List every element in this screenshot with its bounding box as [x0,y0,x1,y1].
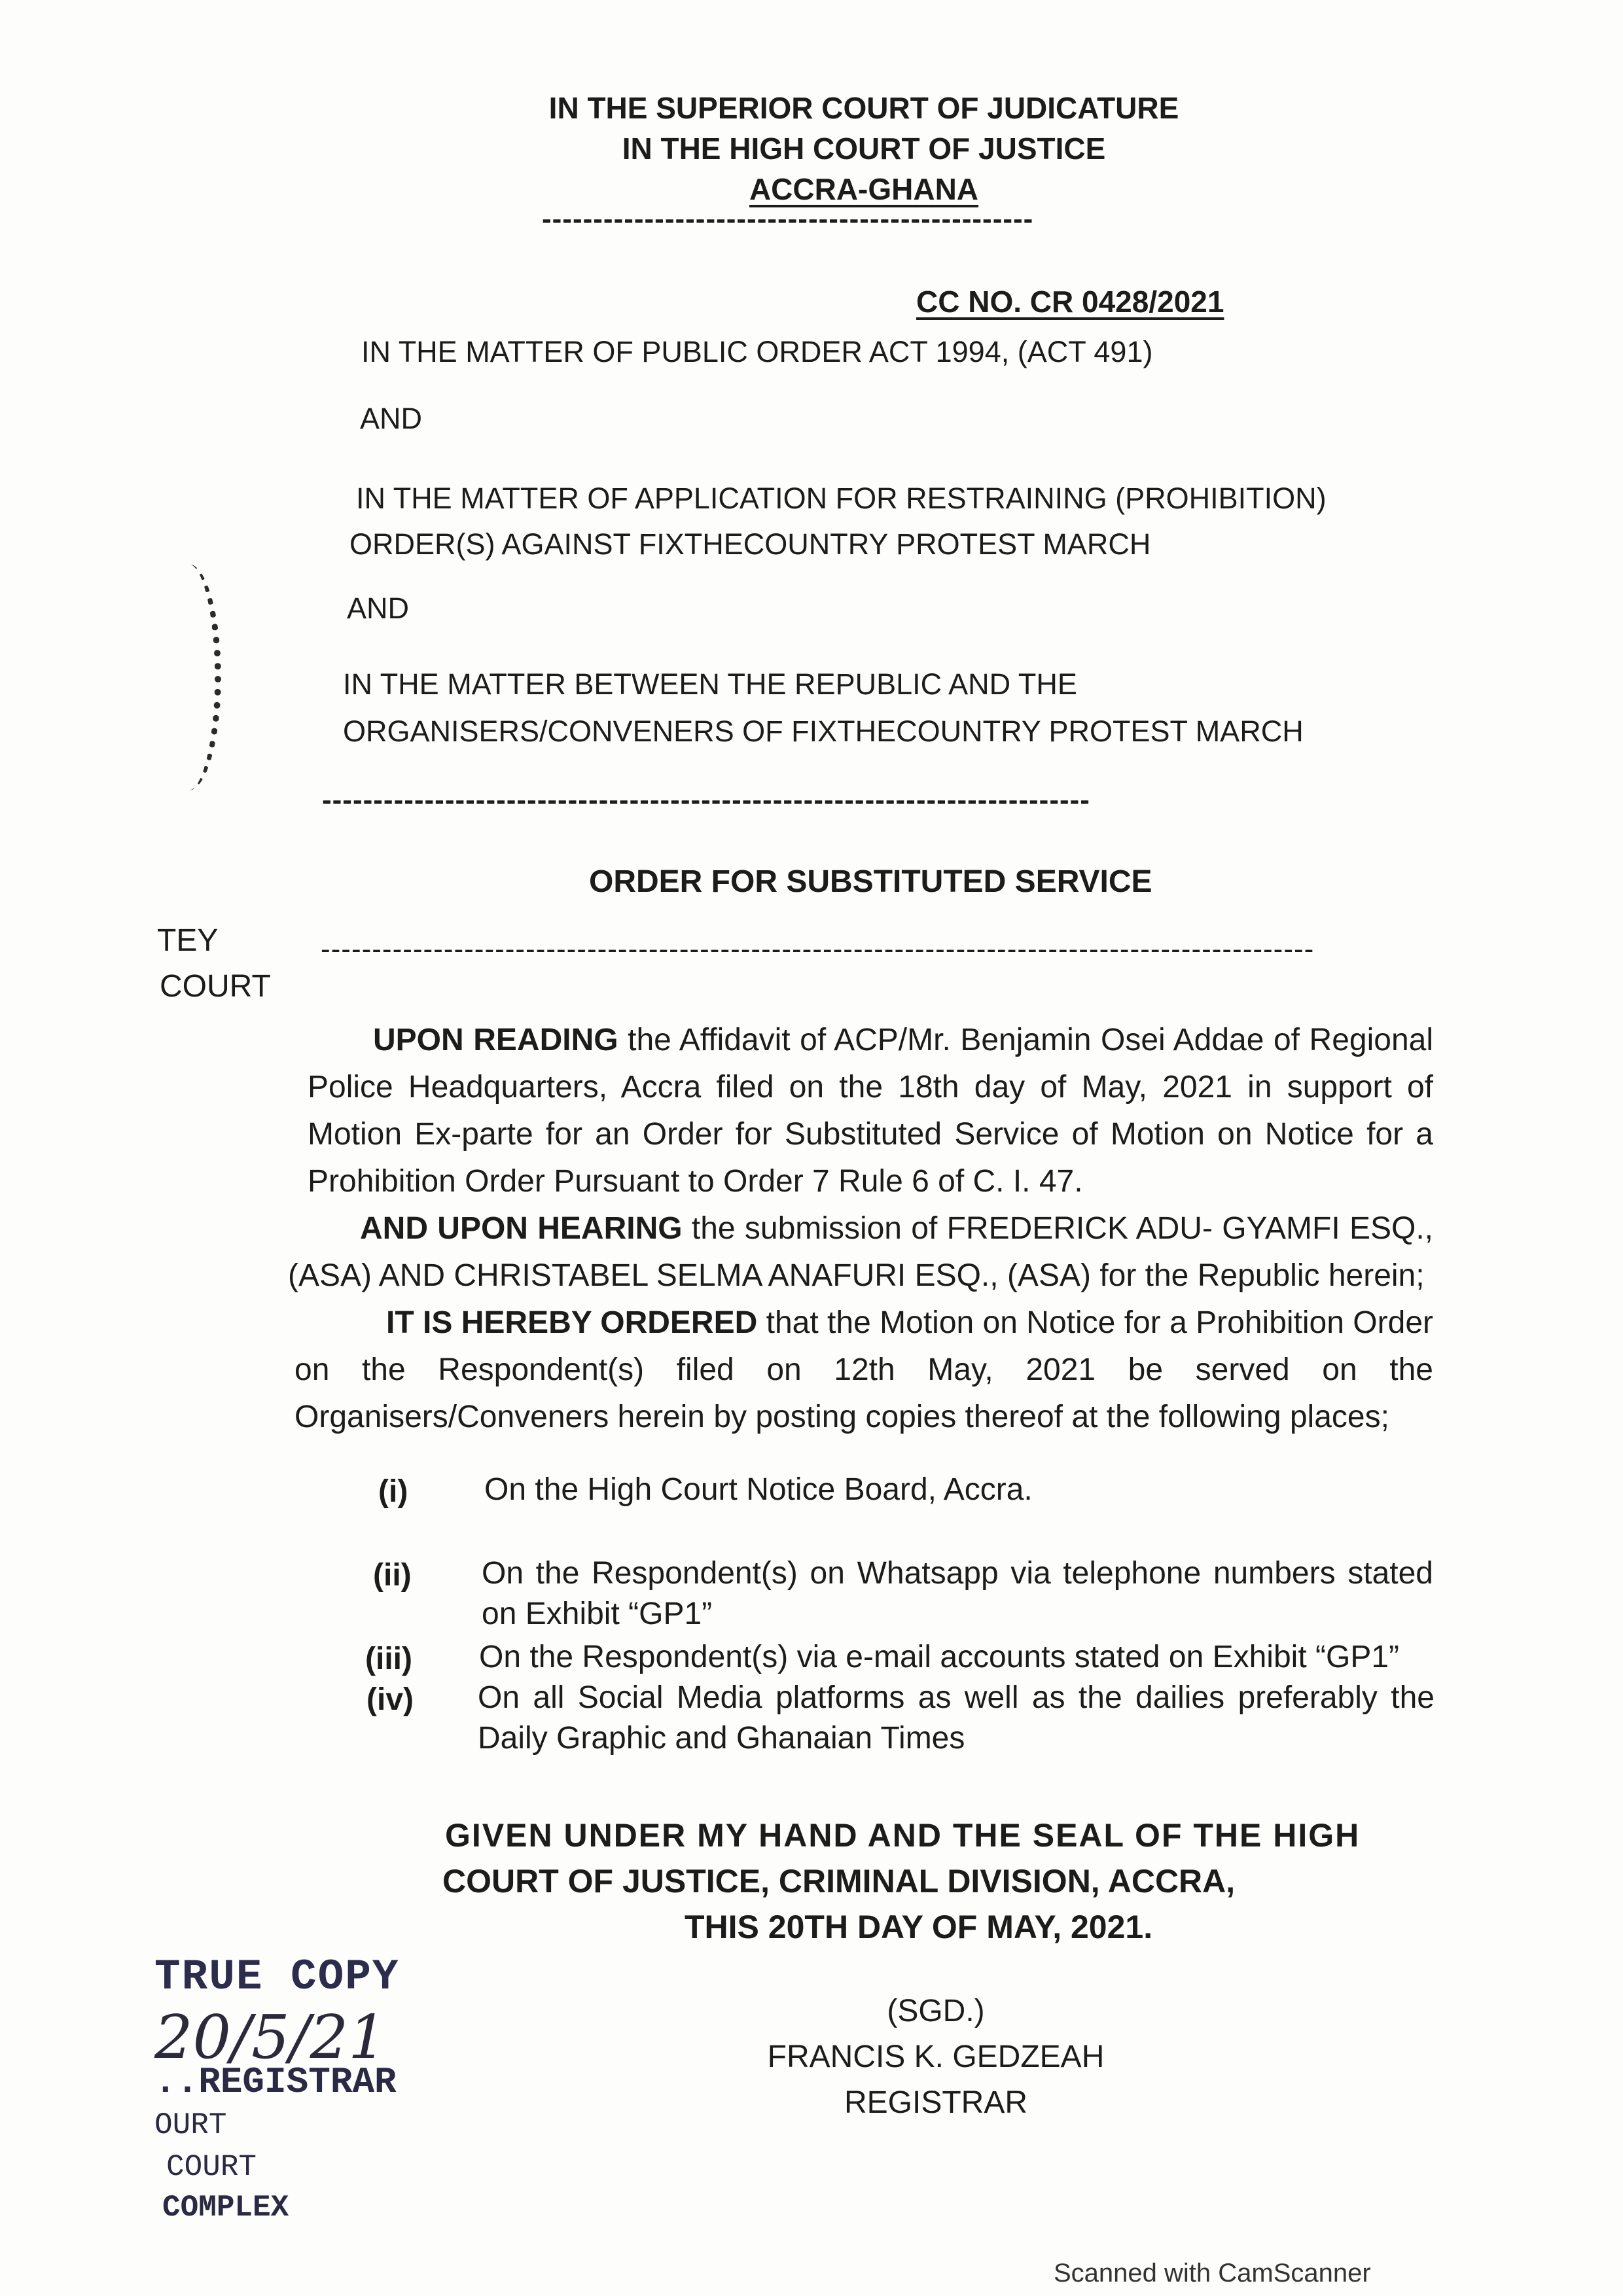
true-copy-stamp: TRUE COPY [154,1952,400,2002]
court-location [0,171,1623,207]
item-text: On the Respondent(s) on Whatsapp via telephone numbers stated on Exhibit “GP1” [482,1556,1433,1631]
paragraph-hereby-ordered-lead: IT IS HEREBY ORDERED [386,1305,758,1340]
item-number: (iv) [366,1682,414,1717]
stamp-court: COURT [166,2150,257,2184]
order-title: ORDER FOR SUBSTITUTED SERVICE [589,864,1152,899]
and-connector-1: AND [360,402,423,435]
given-under-line1: GIVEN UNDER MY HAND AND THE SEAL OF THE HIGH [445,1817,1361,1854]
item-number: (iii) [365,1642,412,1676]
signed-mark: (SGD.) [887,1994,985,2028]
item-text: On the High Court Notice Board, Accra. [484,1472,1033,1507]
scanner-watermark: Scanned with CamScanner [1054,2259,1371,2287]
paragraph-upon-reading-lead: UPON READING [373,1023,618,1057]
paragraph-upon-hearing [288,1205,1433,1299]
margin-text-court: COURT [160,969,271,1004]
stamp-registrar: ..REGISTRAR [154,2061,397,2103]
item-text: On all Social Media platforms as well as the dailies preferably the Daily Graphic and Ghanaian Times [478,1680,1435,1756]
court-title-line1: IN THE SUPERIOR COURT OF JUDICATURE [548,91,1179,125]
registrar-name: FRANCIS K. GEDZEAH [767,2040,1105,2074]
given-under-line2: COURT OF JUSTICE, CRIMINAL DIVISION, ACCRA, [442,1863,1236,1899]
court-title-line2: IN THE HIGH COURT OF JUSTICE [622,132,1106,166]
paragraph-hereby-ordered-text: that the Motion on Notice for a Prohibition Order on the Respondent(s) filed on 12th May, 2021 be served on the Organisers/Conveners herein by posting copies thereof at the following places; [294,1305,1433,1434]
item-number: (ii) [373,1558,412,1593]
order-title-rule: ------------------------------------------------------------------------------------------------- [321,933,1315,965]
handwritten-date: 20/5/21 [154,2002,387,2072]
court-location-text: ACCRA-GHANA [749,172,979,206]
case-number [916,284,1224,319]
paragraph-upon-reading-text: the Affidavit of ACP/Mr. Benjamin Osei Addae of Regional Police Headquarters, Accra filed on the 18th day of May, 2021 in support of Motion Ex-parte for an Order for Substituted Service of Motion on Notice for a Prohibition Order Pursuant to Order 7 Rule 6 of C. I. 47. [308,1023,1434,1199]
matter-application-line1: IN THE MATTER OF APPLICATION FOR RESTRAINING (PROHIBITION) [356,482,1327,515]
case-number-text: CC NO. CR 0428/2021 [916,285,1224,319]
paragraph-upon-hearing-text: the submission of FREDERICK ADU- GYAMFI ESQ., (ASA) AND CHRISTABEL SELMA ANAFURI ESQ., (ASA) for the Republic herein; [288,1211,1433,1293]
matter-parties-line1: IN THE MATTER BETWEEN THE REPUBLIC AND THE [343,667,1077,701]
court-seal-edge [156,564,221,790]
margin-text-tey: TEY [157,923,219,958]
registrar-title: REGISTRAR [844,2085,1028,2120]
matter-public-order-act: IN THE MATTER OF PUBLIC ORDER ACT 1994, (ACT 491) [361,335,1153,368]
item-text: On the Respondent(s) via e-mail accounts stated on Exhibit “GP1” [479,1640,1400,1674]
matters-rule: --------------------------------------------------------------------------- [322,784,1090,816]
given-under-date: THIS 20TH DAY OF MAY, 2021. [685,1909,1153,1945]
stamp-complex: COMPLEX [162,2191,289,2225]
paragraph-upon-hearing-lead: AND UPON HEARING [360,1211,683,1246]
and-connector-2: AND [347,592,410,625]
matter-application-line2: ORDER(S) AGAINST FIXTHECOUNTRY PROTEST MARCH [349,527,1151,561]
paragraph-upon-reading [308,1017,1433,1205]
matter-parties-line2: ORGANISERS/CONVENERS OF FIXTHECOUNTRY PROTEST MARCH [343,715,1304,748]
header-rule: ------------------------------------------------ [542,203,1034,235]
item-number: (i) [378,1474,408,1509]
stamp-ourt: OURT [154,2108,227,2142]
paragraph-hereby-ordered [294,1299,1433,1441]
